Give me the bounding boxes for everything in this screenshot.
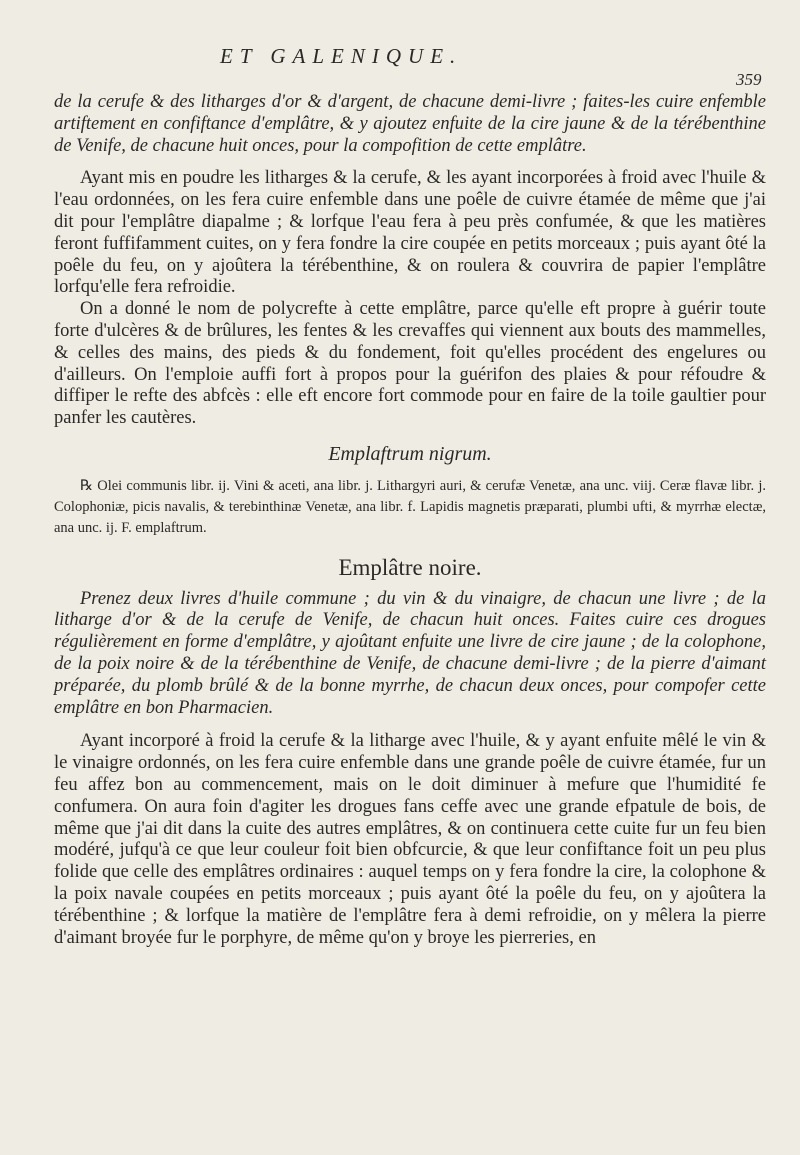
paragraph-recipe-end: de la cerufe & des litharges d'or & d'argent, de chacune demi-livre ; faites-les cuire enfemble artiftement en confiftance d'emplâtre, & y ajoutez enfuite de la cire jaune & de la térébenthine de Venife, de chacune huit onces, pour la compofition de cette emplâtre. xyxy=(54,92,766,156)
latin-section-title: Emplaftrum nigrum. xyxy=(328,442,492,465)
french-section-title: Emplâtre noire. xyxy=(338,554,482,580)
page-body xyxy=(54,92,766,949)
latin-recipe: ℞ Olei communis libr. ij. Vini & aceti, ana libr. j. Lithargyri auri, & cerufæ Venetæ, ana unc. viij. Ceræ flavæ libr. j. Colophoniæ, picis navalis, & terebinthinæ Venetæ, ana libr. f. Lapidis magnetis præparati, plumbi ufti, & myrrhæ electæ, ana unc. ij. F. emplaftrum. xyxy=(54,477,766,536)
paragraph-french-recipe: Prenez deux livres d'huile commune ; du vin & du vinaigre, de chacun une livre ; de la litharge d'or & de la cerufe de Venife, de chacun huit onces. Faites cuire ces drogues régulièrement en forme d'emplâtre, y ajoûtant enfuite une livre de cire jaune ; de la colophone, de la poix noire & de la térébenthine de Venife, de chacune demi-livre ; de la pierre d'aimant préparée, du plomb brûlé & de la bonne myrrhe, de chacun deux onces, pour compofer cette emplâtre en bon Pharmacien. xyxy=(54,588,766,718)
paragraph-uses: On a donné le nom de polycrefte à cette emplâtre, parce qu'elle eft propre à guérir toute forte d'ulcères & de brûlures, les fentes & les crevaffes qui viennent aux bouts des mammelles, & celles des mains, des pieds & du fondement, foit qu'elles procédent des engelures ou d'ailleurs. On l'emploie auffi fort à propos pour la guérifon des plaies & pour réfoudre & diffiper le refte des abfcès : elle eft encore fort commode pour en faire de la toile gaultier pour panfer les cautères. xyxy=(54,299,766,429)
page-number: 359 xyxy=(736,70,762,89)
running-header: ET GALENIQUE. xyxy=(220,44,463,68)
paragraph-preparation: Ayant mis en poudre les litharges & la cerufe, & les ayant incorporées à froid avec l'huile & l'eau ordonnées, on les fera cuire enfemble dans une poêle de cuivre étamée de même que j'ai dit pour l'emplâtre diapalme ; & lorfque l'eau fera à peu près confumée, & que les matières feront fuffifamment cuites, on y fera fondre la cire coupée en petits morceaux ; puis ayant ôté la poêle du feu, on y ajoûtera la térébenthine, & on roulera & couvrira de papier l'emplâtre lorfqu'elle fera refroidie. xyxy=(54,168,766,298)
paragraph-method: Ayant incorporé à froid la cerufe & la litharge avec l'huile, & y ayant enfuite mêlé le vin & le vinaigre ordonnés, on les fera cuire enfemble dans une grande poêle de cuivre étamée, fur un feu affez bon au commencement, mais on le doit diminuer à mefure que l'humidité fe confumera. On aura foin d'agiter les drogues fans ceffe avec une grande efpatule de bois, de même que j'ai dit dans la cuite des autres emplâtres, & on continuera cette cuite fur un feu bien modéré, jufqu'à ce que leur couleur foit bien obfcurcie, & que leur confiftance foit un peu plus folide que celle des emplâtres ordinaires : auquel temps on y fera fondre la cire, la colophone & la poix navale coupées en petits morceaux ; puis ayant ôté la poêle du feu, on y ajoûtera la térébenthine ; & lorfque la matière de l'emplâtre fera à demi refroidie, on y mêlera la pierre d'aimant broyée fur le porphyre, de même qu'on y broye les pierreries, en xyxy=(54,731,766,948)
